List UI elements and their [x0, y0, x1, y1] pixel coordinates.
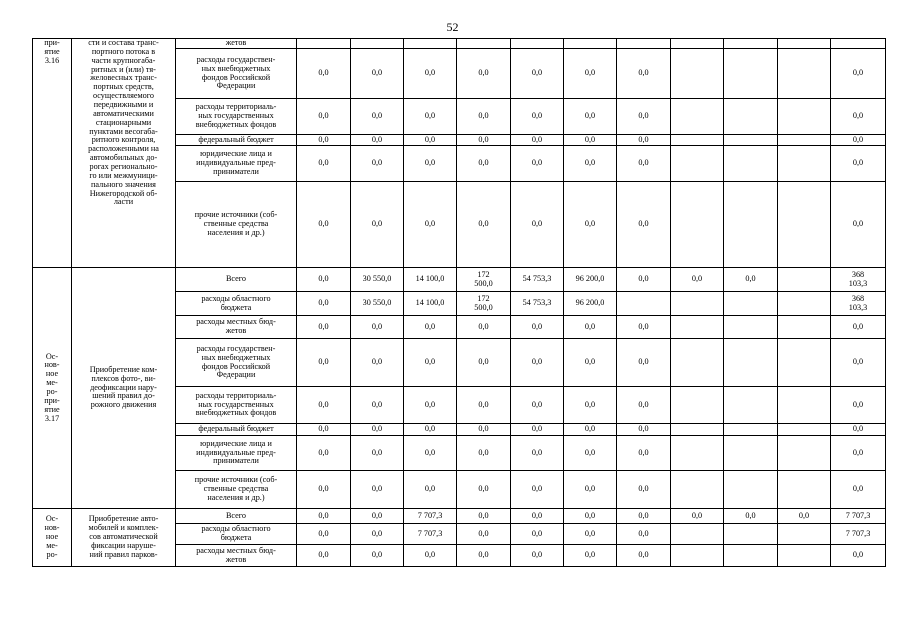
value-cell: 7 707,3 — [404, 524, 457, 545]
value-cell: 0,0 — [457, 387, 511, 424]
value-cell: 0,0 — [457, 424, 511, 436]
value-cell: 0,0 — [564, 545, 617, 567]
table-row — [33, 268, 886, 292]
value-cell — [297, 39, 351, 49]
value-cell: 0,0 — [511, 509, 564, 524]
value-cell: 0,0 — [617, 316, 671, 339]
value-cell: 0,0 — [404, 339, 457, 387]
value-cell: 0,0 — [617, 524, 671, 545]
value-cell — [671, 545, 724, 567]
value-cell: 54 753,3 — [511, 292, 564, 316]
value-cell — [831, 39, 886, 49]
measure-description-cell: сти и состава транс- портного потока в части крупногаба- ритных и (или) тя- желовесных транс- портных средств, осуществляемого передвижными и автоматическими стационарными пунктами весогаба- ритного контроля, расположенными на автомобильных до- рогах регионально- го или межмуници- пального значения Нижегородской об- ласти — [72, 39, 176, 268]
value-cell: 0,0 — [351, 146, 404, 182]
value-cell: 0,0 — [617, 436, 671, 471]
value-cell: 0,0 — [617, 471, 671, 509]
funding-source-cell: Всего — [176, 509, 297, 524]
value-cell — [724, 182, 778, 268]
funding-source-cell: расходы государствен- ных внебюджетных фондов Российской Федерации — [176, 49, 297, 99]
value-cell: 0,0 — [297, 135, 351, 146]
value-cell: 0,0 — [671, 268, 724, 292]
value-cell: 0,0 — [297, 471, 351, 509]
funding-source-cell: расходы местных бюд- жетов — [176, 545, 297, 567]
value-cell — [671, 182, 724, 268]
value-cell: 0,0 — [564, 424, 617, 436]
value-cell: 0,0 — [404, 99, 457, 135]
value-cell — [671, 146, 724, 182]
value-cell — [778, 545, 831, 567]
value-cell: 0,0 — [404, 182, 457, 268]
value-cell: 0,0 — [511, 524, 564, 545]
value-cell — [724, 316, 778, 339]
value-cell: 0,0 — [297, 99, 351, 135]
value-cell — [671, 436, 724, 471]
value-cell: 0,0 — [617, 146, 671, 182]
value-cell: 0,0 — [351, 339, 404, 387]
value-cell — [564, 39, 617, 49]
value-cell: 0,0 — [617, 387, 671, 424]
value-cell — [778, 99, 831, 135]
value-cell: 0,0 — [404, 135, 457, 146]
value-cell: 0,0 — [297, 524, 351, 545]
value-cell: 0,0 — [564, 182, 617, 268]
funding-source-cell: расходы областного бюджета — [176, 292, 297, 316]
funding-source-cell: расходы областного бюджета — [176, 524, 297, 545]
measure-description-cell: Приобретение ком- плексов фото-, ви- деофиксации нару- шений правил до- рожного движения — [72, 268, 176, 509]
value-cell: 0,0 — [724, 268, 778, 292]
value-cell: 0,0 — [617, 135, 671, 146]
value-cell — [671, 39, 724, 49]
value-cell: 0,0 — [457, 182, 511, 268]
value-cell — [671, 49, 724, 99]
value-cell: 0,0 — [831, 99, 886, 135]
value-cell: 30 550,0 — [351, 292, 404, 316]
value-cell — [778, 436, 831, 471]
value-cell — [724, 424, 778, 436]
value-cell: 0,0 — [617, 182, 671, 268]
budget-table — [32, 38, 886, 567]
value-cell — [724, 135, 778, 146]
value-cell: 0,0 — [351, 471, 404, 509]
value-cell: 0,0 — [831, 339, 886, 387]
value-cell: 0,0 — [351, 182, 404, 268]
value-cell — [671, 99, 724, 135]
value-cell — [778, 182, 831, 268]
value-cell — [778, 424, 831, 436]
value-cell: 0,0 — [404, 545, 457, 567]
value-cell: 0,0 — [457, 146, 511, 182]
measure-description-cell: Приобретение авто- мобилей и комплек- сов автоматической фиксации наруше- ний правил парков- — [72, 509, 176, 567]
value-cell — [778, 135, 831, 146]
value-cell: 0,0 — [564, 436, 617, 471]
funding-source-cell: расходы территориаль- ных государственных внебюджетных фондов — [176, 99, 297, 135]
value-cell — [724, 339, 778, 387]
value-cell: 7 707,3 — [404, 509, 457, 524]
value-cell — [724, 292, 778, 316]
measure-label-cell: Ос- нов- ное ме- ро- при- ятие 3.17 — [33, 268, 72, 509]
value-cell: 0,0 — [564, 146, 617, 182]
value-cell: 0,0 — [831, 146, 886, 182]
value-cell: 30 550,0 — [351, 268, 404, 292]
value-cell: 0,0 — [297, 182, 351, 268]
value-cell: 0,0 — [511, 182, 564, 268]
value-cell — [617, 292, 671, 316]
funding-source-cell: федеральный бюджет — [176, 135, 297, 146]
value-cell — [457, 39, 511, 49]
value-cell: 0,0 — [457, 135, 511, 146]
value-cell — [778, 268, 831, 292]
value-cell: 0,0 — [351, 524, 404, 545]
value-cell — [724, 545, 778, 567]
value-cell — [671, 424, 724, 436]
funding-source-cell: расходы местных бюд- жетов — [176, 316, 297, 339]
value-cell: 0,0 — [831, 436, 886, 471]
value-cell — [404, 39, 457, 49]
value-cell: 0,0 — [297, 339, 351, 387]
value-cell: 0,0 — [617, 49, 671, 99]
value-cell — [671, 387, 724, 424]
value-cell: 0,0 — [297, 509, 351, 524]
value-cell — [724, 49, 778, 99]
value-cell: 0,0 — [564, 524, 617, 545]
value-cell — [671, 524, 724, 545]
value-cell — [724, 524, 778, 545]
value-cell — [778, 292, 831, 316]
value-cell: 0,0 — [564, 339, 617, 387]
value-cell — [724, 387, 778, 424]
table-row — [33, 39, 886, 49]
value-cell: 0,0 — [778, 509, 831, 524]
value-cell — [671, 292, 724, 316]
value-cell — [778, 387, 831, 424]
value-cell: 368 103,3 — [831, 292, 886, 316]
value-cell: 0,0 — [457, 99, 511, 135]
value-cell: 0,0 — [297, 292, 351, 316]
page-number: 52 — [446, 20, 459, 34]
value-cell — [778, 39, 831, 49]
funding-source-cell: жетов — [176, 39, 297, 49]
value-cell: 0,0 — [511, 339, 564, 387]
value-cell: 0,0 — [404, 436, 457, 471]
value-cell: 0,0 — [564, 99, 617, 135]
value-cell: 0,0 — [351, 424, 404, 436]
value-cell: 0,0 — [297, 387, 351, 424]
value-cell — [724, 471, 778, 509]
value-cell: 0,0 — [351, 135, 404, 146]
value-cell: 54 753,3 — [511, 268, 564, 292]
value-cell: 0,0 — [511, 316, 564, 339]
value-cell: 96 200,0 — [564, 292, 617, 316]
value-cell: 0,0 — [457, 49, 511, 99]
value-cell: 0,0 — [351, 545, 404, 567]
value-cell: 0,0 — [297, 424, 351, 436]
value-cell: 0,0 — [297, 545, 351, 567]
value-cell: 0,0 — [351, 387, 404, 424]
funding-source-cell: юридические лица и индивидуальные пред- приниматели — [176, 436, 297, 471]
value-cell: 0,0 — [617, 545, 671, 567]
value-cell — [724, 39, 778, 49]
value-cell: 0,0 — [831, 387, 886, 424]
value-cell: 0,0 — [404, 424, 457, 436]
value-cell: 0,0 — [297, 146, 351, 182]
value-cell: 0,0 — [617, 509, 671, 524]
value-cell: 368 103,3 — [831, 268, 886, 292]
value-cell: 0,0 — [351, 509, 404, 524]
value-cell — [724, 99, 778, 135]
value-cell — [617, 39, 671, 49]
value-cell — [671, 135, 724, 146]
value-cell — [778, 339, 831, 387]
value-cell: 0,0 — [511, 424, 564, 436]
value-cell: 0,0 — [831, 135, 886, 146]
value-cell: 0,0 — [671, 509, 724, 524]
value-cell: 0,0 — [297, 49, 351, 99]
value-cell: 14 100,0 — [404, 292, 457, 316]
value-cell: 0,0 — [457, 524, 511, 545]
value-cell — [351, 39, 404, 49]
funding-source-cell: расходы государствен- ных внебюджетных фондов Российской Федерации — [176, 339, 297, 387]
value-cell: 0,0 — [297, 316, 351, 339]
value-cell: 0,0 — [564, 49, 617, 99]
value-cell: 0,0 — [457, 339, 511, 387]
value-cell: 7 707,3 — [831, 509, 886, 524]
value-cell: 0,0 — [351, 49, 404, 99]
value-cell: 0,0 — [297, 268, 351, 292]
value-cell: 0,0 — [511, 436, 564, 471]
value-cell — [778, 316, 831, 339]
value-cell — [778, 146, 831, 182]
value-cell: 0,0 — [831, 49, 886, 99]
value-cell: 0,0 — [564, 509, 617, 524]
value-cell: 172 500,0 — [457, 292, 511, 316]
value-cell: 0,0 — [351, 99, 404, 135]
value-cell — [724, 436, 778, 471]
value-cell: 0,0 — [511, 49, 564, 99]
value-cell: 0,0 — [564, 135, 617, 146]
funding-source-cell: Всего — [176, 268, 297, 292]
value-cell: 0,0 — [831, 545, 886, 567]
value-cell: 0,0 — [831, 424, 886, 436]
value-cell: 0,0 — [457, 316, 511, 339]
value-cell: 0,0 — [511, 99, 564, 135]
value-cell: 0,0 — [831, 316, 886, 339]
value-cell: 14 100,0 — [404, 268, 457, 292]
value-cell: 0,0 — [617, 424, 671, 436]
value-cell: 7 707,3 — [831, 524, 886, 545]
value-cell: 0,0 — [457, 436, 511, 471]
value-cell: 0,0 — [457, 545, 511, 567]
value-cell: 0,0 — [564, 471, 617, 509]
value-cell: 0,0 — [511, 387, 564, 424]
value-cell: 0,0 — [511, 471, 564, 509]
value-cell: 0,0 — [511, 135, 564, 146]
value-cell: 0,0 — [564, 387, 617, 424]
value-cell: 0,0 — [617, 268, 671, 292]
value-cell: 0,0 — [511, 146, 564, 182]
value-cell: 0,0 — [617, 339, 671, 387]
value-cell: 172 500,0 — [457, 268, 511, 292]
value-cell: 0,0 — [457, 471, 511, 509]
value-cell: 0,0 — [457, 509, 511, 524]
table-row — [33, 509, 886, 524]
value-cell — [671, 316, 724, 339]
value-cell — [511, 39, 564, 49]
value-cell — [778, 524, 831, 545]
value-cell: 0,0 — [404, 146, 457, 182]
value-cell: 0,0 — [511, 545, 564, 567]
value-cell — [671, 471, 724, 509]
measure-label-cell: при- ятие 3.16 — [33, 39, 72, 268]
value-cell: 0,0 — [404, 387, 457, 424]
value-cell — [671, 339, 724, 387]
value-cell — [724, 146, 778, 182]
funding-source-cell: юридические лица и индивидуальные пред- приниматели — [176, 146, 297, 182]
value-cell: 0,0 — [404, 49, 457, 99]
value-cell: 0,0 — [297, 436, 351, 471]
value-cell: 96 200,0 — [564, 268, 617, 292]
value-cell — [778, 471, 831, 509]
value-cell — [778, 49, 831, 99]
value-cell: 0,0 — [351, 316, 404, 339]
value-cell: 0,0 — [404, 316, 457, 339]
funding-source-cell: федеральный бюджет — [176, 424, 297, 436]
value-cell: 0,0 — [351, 436, 404, 471]
value-cell: 0,0 — [724, 509, 778, 524]
funding-source-cell: прочие источники (соб- ственные средства населения и др.) — [176, 182, 297, 268]
value-cell: 0,0 — [617, 99, 671, 135]
value-cell: 0,0 — [404, 471, 457, 509]
value-cell: 0,0 — [564, 316, 617, 339]
measure-label-cell: Ос- нов- ное ме- ро- — [33, 509, 72, 567]
value-cell: 0,0 — [831, 471, 886, 509]
funding-source-cell: прочие источники (соб- ственные средства населения и др.) — [176, 471, 297, 509]
value-cell: 0,0 — [831, 182, 886, 268]
funding-source-cell: расходы территориаль- ных государственных внебюджетных фондов — [176, 387, 297, 424]
